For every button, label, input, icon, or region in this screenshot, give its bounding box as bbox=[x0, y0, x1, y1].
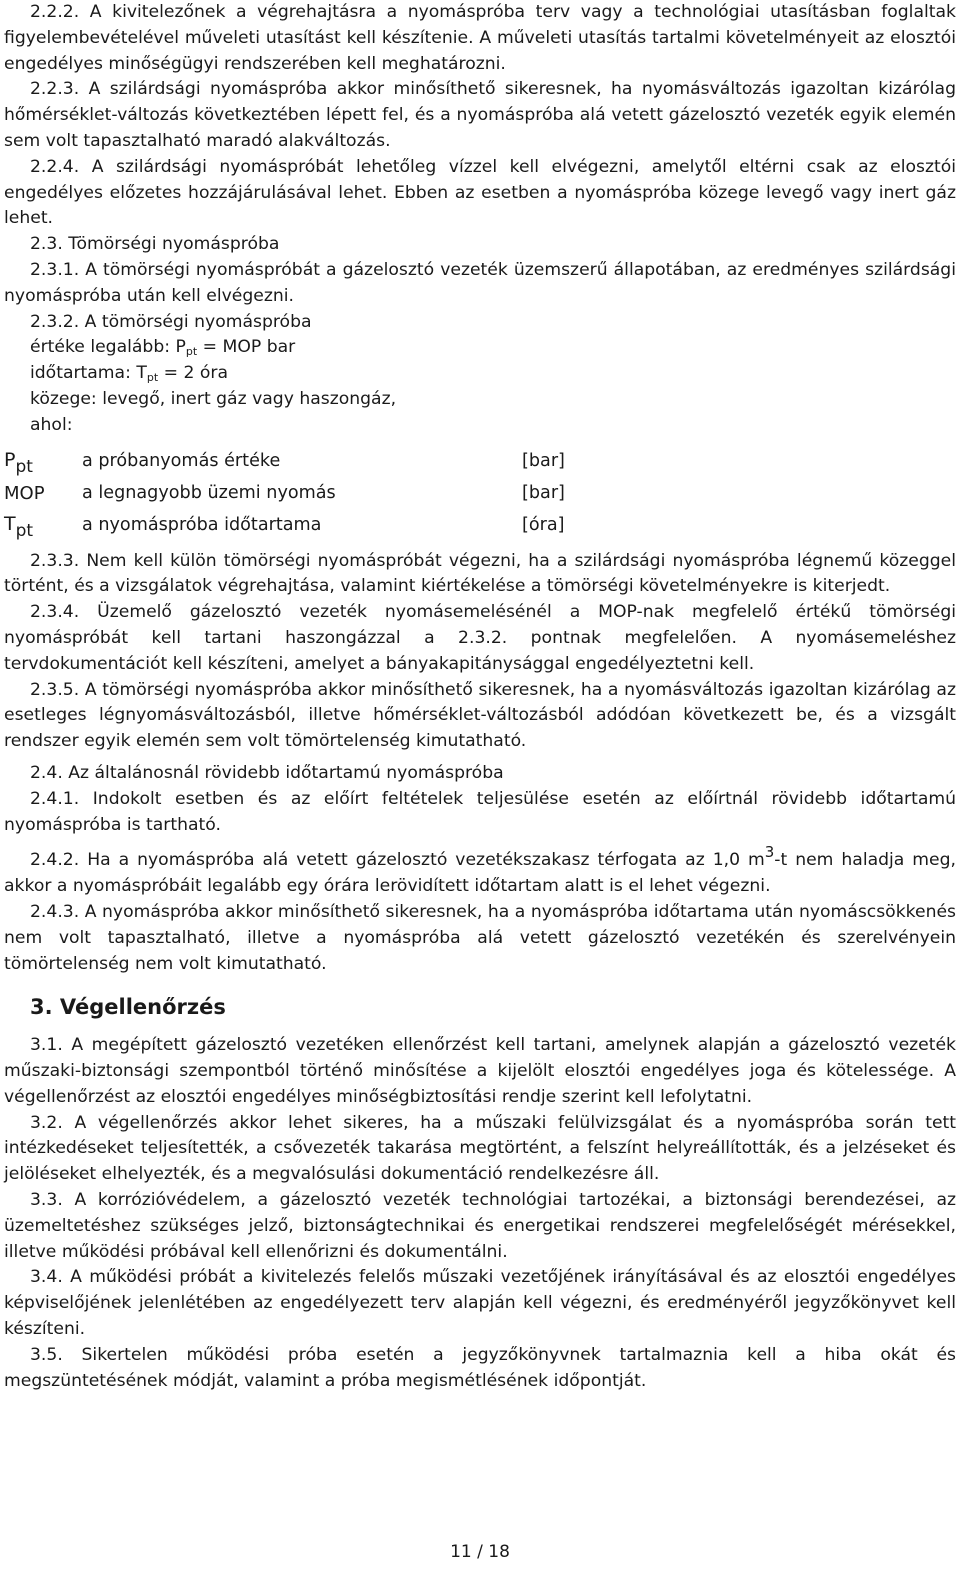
paragraph-text: A korrózióvédelem, a gázelosztó vezeték technológiai tartozékai, a biztonsági berendezései, az üzemeltetéshez szükséges jelző, biztonságtechnikai és energetikai rendszerei megfelelőségét mérésekkel, illetve működési próbával kell ellenőrizni és dokumentálni. bbox=[4, 1190, 957, 1262]
paragraph-text: Üzemelő gázelosztó vezeték nyomásemelésénél a MOP-nak megfelelő értékű tömörségi nyomáspróbát kell tartani haszongázzal a 2.3.2. pontnak megfelelően. A nyomásemeléshez tervdokumentációt kell készíteni, amelyet a bányakapitánysággal engedélyeztetni kell. bbox=[4, 602, 957, 674]
section-number: 2.4. bbox=[30, 762, 63, 783]
section-number: 2.4.2. bbox=[30, 850, 80, 871]
value-line: értéke legalább: $P_{pt}$ = MOP bar bbox=[30, 337, 296, 359]
section-number: 2.3.4. bbox=[30, 602, 80, 623]
section-number: 2.2.3. bbox=[30, 79, 80, 100]
paragraph-3-5 bbox=[4, 1343, 956, 1395]
superscript: 3 bbox=[764, 843, 775, 862]
definition-symbol: Tpt bbox=[4, 512, 34, 541]
paragraph-text: A tömörségi nyomáspróba bbox=[84, 311, 312, 332]
paragraph-3-4 bbox=[4, 1265, 956, 1342]
section-number: 3.1. bbox=[30, 1035, 63, 1056]
section-number: 2.2.4. bbox=[30, 156, 80, 177]
paragraph-text: Nem kell külön tömörségi nyomáspróbát végezni, ha a szilárdsági nyomáspróba légnemű közeggel történt, és a vizsgálatok végrehajtása, valamint kiértékelése a tömörségi követelményekre is kiterjedt. bbox=[4, 550, 956, 597]
definition-row bbox=[4, 475, 956, 507]
paragraph-3-1 bbox=[4, 1033, 956, 1110]
section-number: 2.3.1. bbox=[30, 259, 80, 280]
paragraph-2-4-3 bbox=[4, 900, 956, 977]
definitions-list bbox=[4, 443, 956, 539]
paragraph-text: A megépített gázelosztó vezetéken ellenőrzést kell tartani, amelynek alapján a gázelosztó vezeték műszaki-biztonsági szempontból történő minősítése a kijelölt elosztói engedélyes joga és kötelessége. A végellenőrzést az elosztói engedélyes minőségbiztosítási rendje szerint kell lefolytatni. bbox=[4, 1035, 957, 1107]
definition-unit: [óra] bbox=[522, 514, 565, 535]
section-number: 3.2. bbox=[30, 1112, 63, 1133]
section-number: 2.2.2. bbox=[30, 2, 80, 22]
section-number: 2.3.2. bbox=[30, 311, 80, 332]
duration-line: időtartama: $T_{pt} = 2$ óra bbox=[30, 363, 228, 385]
paragraph-text: A nyomáspróba akkor minősíthető sikeresnek, ha a nyomáspróba időtartama után nyomáscsökkenés nem volt tapasztalható, illetve a nyomáspróba alá vetett gázelosztó vezetékén és szerelvényein tömörtelenség nem volt kimutatható. bbox=[4, 901, 956, 974]
definition-row bbox=[4, 507, 956, 539]
section-number: 2.3.5. bbox=[30, 679, 80, 700]
section-number: 2.4.3. bbox=[30, 901, 80, 922]
heading-2-4 bbox=[4, 761, 956, 787]
paragraph-2-3-4 bbox=[4, 600, 956, 677]
heading-3: 3. Végellenőrzés bbox=[30, 995, 226, 1020]
paragraph-text: A végellenőrzés akkor lehet sikeres, ha a műszaki felülvizsgálat és a nyomáspróba során tett intézkedéseket teljesítették, a csővezeték takarása megtörtént, a felszínt helyreállították, és a jelzéseket és jelöléseket elhelyezték, és a megvalósulási dokumentáció rendelkezésre áll. bbox=[4, 1112, 956, 1185]
paragraph-text: Sikertelen működési próba esetén a jegyzőkönyvnek tartalmaznia kell a hiba okát és megszüntetésének módját, valamint a próba megismétlésének időpontját. bbox=[4, 1344, 956, 1391]
paragraph-text: A tömörségi nyomáspróbát a gázelosztó vezeték üzemszerű állapotában, az eredményes szilárdsági nyomáspróba után kell elvégezni. bbox=[4, 259, 956, 306]
definition-description: a próbanyomás értéke bbox=[82, 450, 281, 471]
paragraph-text: A szilárdsági nyomáspróbát lehetőleg vízzel kell elvégezni, amelytől eltérni csak az elosztói engedélyes előzetes hozzájárulásával lehet. Ebben az esetben a nyomáspróba közege levegő vagy inert gáz lehet. bbox=[4, 156, 956, 229]
paragraph-2-4-2: 2.4.2. Ha a nyomáspróba alá vetett gázelosztó vezetékszakasz térfogata az 1,0 $m^3-t$ nem haladja meg, akkor a nyomáspróbáit legalább egy órára lerövidített időtartam alatt is el lehet végezni. bbox=[4, 843, 956, 897]
section-number: 2.4.1. bbox=[30, 788, 80, 809]
definition-unit: [bar] bbox=[522, 482, 565, 503]
definition-symbol: Ppt bbox=[4, 448, 33, 477]
paragraph-text: A kivitelezőnek a végrehajtásra a nyomáspróba terv vagy a technológiai utasításban foglaltak figyelembevételével műveleti utasítást kell készítenie. A műveleti utasítás tartalmi követelményeit az elosztói engedélyes minőségügyi rendszerében kell meghatározni. bbox=[4, 2, 956, 74]
definition-unit: [bar] bbox=[522, 450, 565, 471]
definition-description: a legnagyobb üzemi nyomás bbox=[82, 482, 336, 503]
section-number: 3.5. bbox=[30, 1344, 63, 1365]
section-number: 3.4. bbox=[30, 1267, 63, 1288]
definition-description: a nyomáspróba időtartama bbox=[82, 514, 322, 535]
paragraph-2-3-1 bbox=[4, 258, 956, 310]
page-number: 11 / 18 bbox=[450, 1542, 510, 1562]
paragraph-text: Indokolt esetben és az előírt feltételek teljesülése esetén az előírtnál rövidebb időtartamú nyomáspróba is tartható. bbox=[4, 788, 956, 835]
section-title: Az általánosnál rövidebb időtartamú nyomáspróba bbox=[68, 762, 504, 783]
paragraph-3-2 bbox=[4, 1111, 956, 1188]
where-line: ahol: bbox=[30, 414, 73, 435]
paragraph-text: A tömörségi nyomáspróba akkor minősíthető sikeresnek, ha a nyomásváltozás igazoltan kizárólag az esetleges légnyomásváltozásból, illetve hőmérséklet-változásból adódóan következett be, és a vizsgált rendszer egyik elemén sem volt tömörtelenség kimutatható. bbox=[4, 679, 956, 752]
heading-2-3 bbox=[4, 232, 956, 258]
section-number: 3.3. bbox=[30, 1190, 63, 1211]
paragraph-3-3 bbox=[4, 1188, 956, 1265]
paragraph-text: A szilárdsági nyomáspróba akkor minősíthető sikeresnek, ha nyomásváltozás igazoltan kizárólag hőmérséklet-változás következtében lépett fel, és a nyomáspróba alá vetett gázelosztó vezeték egyik elemén sem volt tapasztalható maradó alakváltozás. bbox=[4, 79, 956, 151]
section-number: 2.3. bbox=[30, 234, 63, 255]
paragraph-2-3-2 bbox=[4, 310, 956, 336]
paragraph-2-2-3 bbox=[4, 77, 956, 154]
definition-row bbox=[4, 443, 956, 475]
paragraph-2-3-5 bbox=[4, 678, 956, 755]
section-number: 2.3.3. bbox=[30, 550, 80, 571]
medium-line: közege: levegő, inert gáz vagy haszongáz, bbox=[30, 388, 397, 409]
paragraph-text: A működési próbát a kivitelezés felelős műszaki vezetőjének irányításával és az elosztói engedélyes képviselőjének jelenlétében az engedélyezett terv alapján kell végezni, és eredményéről jegyzőkönyvet kell készíteni. bbox=[4, 1267, 956, 1340]
paragraph-2-3-3 bbox=[4, 549, 956, 601]
definition-symbol: MOP bbox=[4, 482, 45, 504]
paragraph-2-2-2 bbox=[4, 0, 956, 77]
paragraph-2-2-4 bbox=[4, 155, 956, 232]
section-title: Tömörségi nyomáspróba bbox=[68, 234, 280, 255]
paragraph-2-4-1 bbox=[4, 787, 956, 839]
